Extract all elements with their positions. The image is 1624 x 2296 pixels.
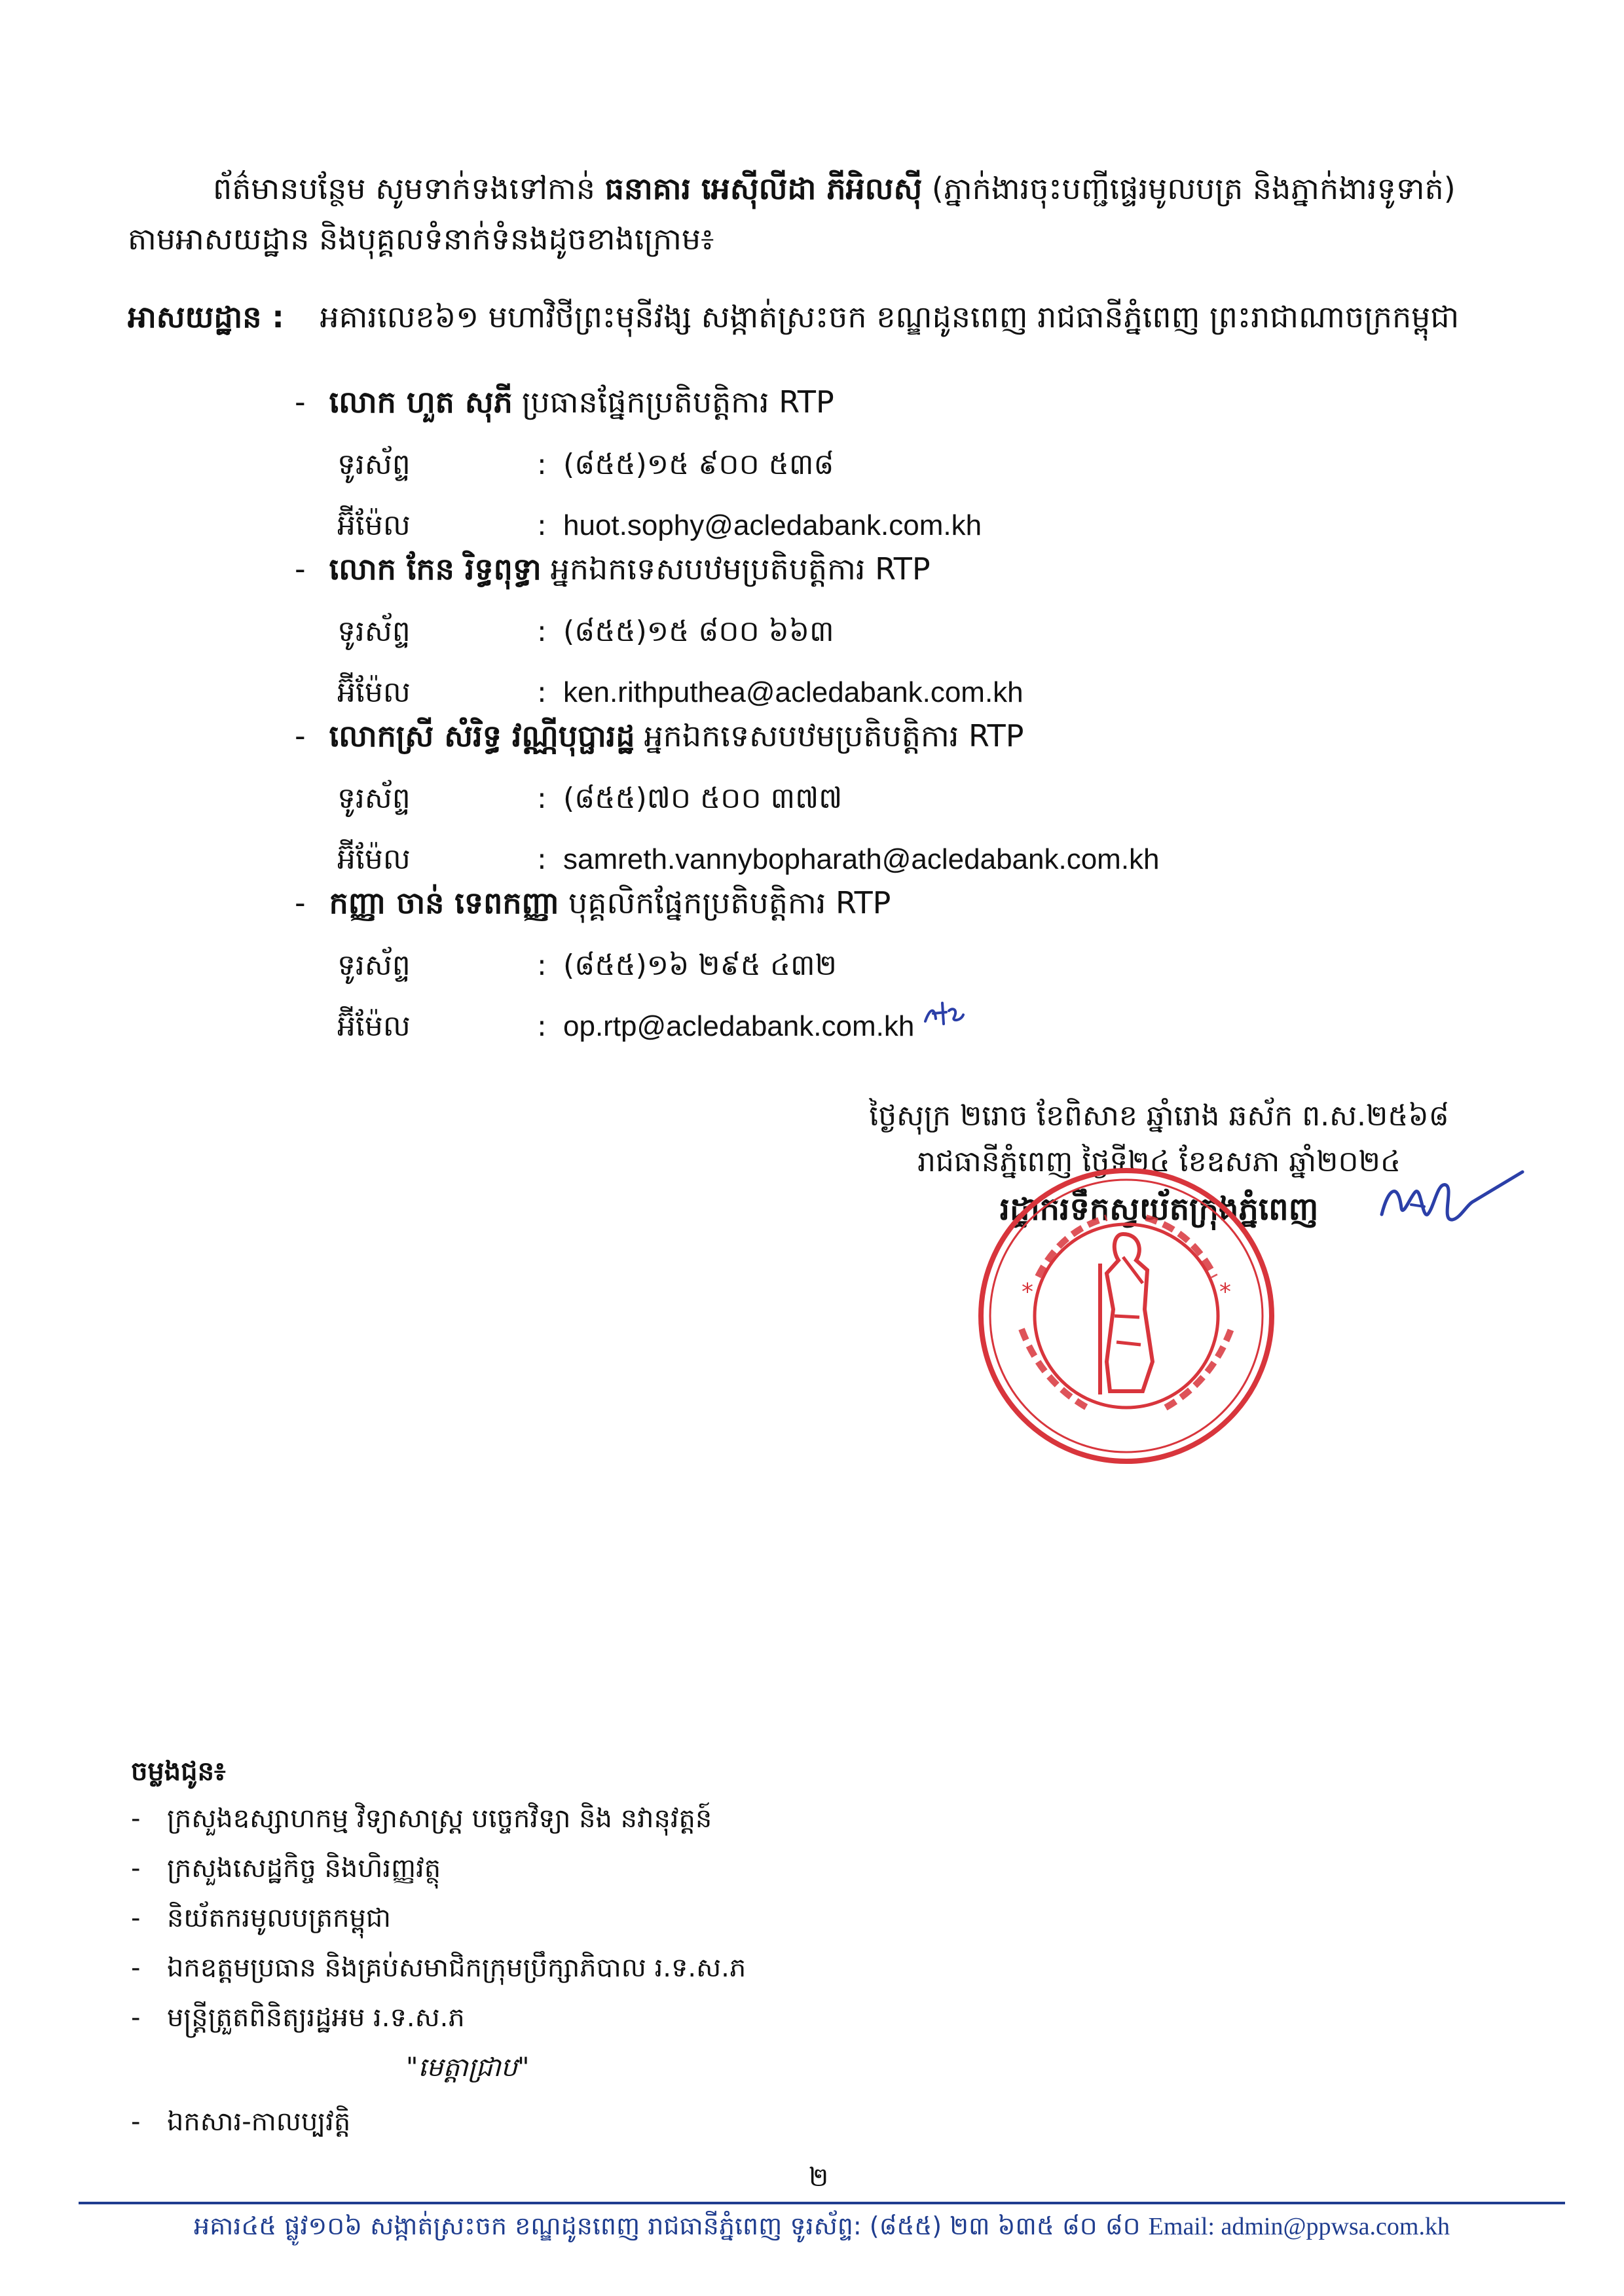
contact-name: លោកស្រី សំរិទ្ធ វណ្ណីបុប្ផារដ្ឋ — [329, 718, 635, 754]
email-label: អ៊ីម៉ែល — [337, 842, 411, 876]
contact-phone-row — [295, 613, 1342, 650]
email-label: អ៊ីម៉ែល — [337, 1009, 411, 1043]
cc-item — [131, 2001, 1113, 2035]
bullet-dash: - — [295, 384, 306, 420]
svg-text:*: * — [1022, 1279, 1033, 1305]
cc-title: ចម្លងជូន៖ — [131, 1757, 226, 1787]
footer-divider — [79, 2202, 1565, 2204]
contact-email[interactable]: op.rtp@acledabank.com.kh — [563, 1010, 915, 1042]
contact-phone: (៨៥៥)១៦ ២៩៥ ៤៣២ — [563, 948, 837, 982]
phone-label: ទូរស័ព្ទ — [337, 614, 411, 648]
contact-header — [295, 550, 1342, 589]
official-seal-icon — [976, 1165, 1277, 1467]
colon: : — [537, 508, 547, 542]
contact-email-row — [295, 1008, 1342, 1045]
contact-role: បុគ្គលិកផ្នែកប្រតិបត្តិការ RTP — [568, 885, 891, 920]
signature-scribble — [1375, 1169, 1526, 1241]
contact-role: អ្នកឯកទេសបឋមប្រតិបត្តិការ RTP — [550, 551, 931, 587]
phone-label: ទូរស័ព្ទ — [337, 447, 411, 481]
colon: : — [537, 842, 547, 876]
cc-item-text: ក្រសួងឧស្សាហកម្ម វិទ្យាសាស្ត្រ បច្ចេកវិទ្យា និង នវានុវត្តន៍ — [167, 1804, 712, 1834]
bullet-dash: - — [295, 885, 306, 920]
phone-label: ទូរស័ព្ទ — [337, 781, 411, 815]
address-row — [128, 298, 1542, 337]
contact-entry — [295, 550, 1342, 711]
bullet-dash: - — [131, 1804, 141, 1834]
intro-text-part2: (ភ្នាក់ងារចុះបញ្ជីផ្ទេរមូលបត្រ និងភ្នាក់ងារទូទាត់) តាមអាសយដ្ឋាន និងបុគ្គលទំនាក់ទំនងដូចខាងក្រោម៖ — [128, 171, 1456, 257]
bank-name: ធនាគារ អេស៊ីលីដា ភីអិលស៊ី — [604, 171, 923, 206]
cc-item-text: ឯកឧត្តមប្រធាន និងគ្រប់សមាជិកក្រុមប្រឹក្សាភិបាល រ.ទ.ស.ភ — [167, 1953, 747, 1983]
colon: : — [537, 675, 547, 709]
contact-email[interactable]: huot.sophy@acledabank.com.kh — [563, 509, 982, 541]
contact-email[interactable]: ken.rithputhea@acledabank.com.kh — [563, 676, 1024, 708]
contact-phone-row — [295, 780, 1342, 817]
svg-text:*: * — [1219, 1279, 1231, 1305]
bullet-dash: - — [131, 1853, 141, 1884]
email-label: អ៊ីម៉ែល — [337, 508, 411, 542]
contact-name: កញ្ញា ចាន់ ទេពកញ្ញា — [329, 885, 560, 920]
cc-item — [131, 1901, 1113, 1935]
bullet-dash: - — [131, 1903, 141, 1933]
contact-email-row — [295, 507, 1342, 544]
email-label: អ៊ីម៉ែល — [337, 675, 411, 709]
cc-item-text: និយ័តករមូលបត្រកម្ពុជា — [167, 1903, 391, 1933]
colon: : — [537, 948, 547, 982]
bullet-dash: - — [131, 1953, 141, 1983]
bullet-dash: - — [295, 551, 306, 587]
cc-archive-text: ឯកសារ-កាលប្បវត្តិ — [167, 2107, 351, 2137]
contact-header — [295, 717, 1342, 756]
colon: : — [537, 447, 547, 481]
contact-phone-row — [295, 446, 1342, 483]
cc-list — [131, 1755, 1113, 2155]
cc-item-text: ក្រសួងសេដ្ឋកិច្ច និងហិរញ្ញវត្ថុ — [167, 1853, 441, 1884]
handwritten-initials — [920, 995, 966, 1028]
contact-entry — [295, 884, 1342, 1045]
contact-email[interactable]: samreth.vannybopharath@acledabank.com.kh — [563, 843, 1160, 875]
lunar-date: ថ្ងៃសុក្រ ២រោច ខែពិសាខ ឆ្នាំរោង ឆស័ក ព.ស.២៥៦៨ — [869, 1099, 1449, 1133]
contact-phone: (៨៥៥)១៥ ៨០០ ៦៦៣ — [563, 614, 834, 648]
footer — [79, 2208, 1565, 2246]
contact-role: អ្នកឯកទេសបឋមប្រតិបត្តិការ RTP — [644, 718, 1024, 754]
contact-entry — [295, 383, 1342, 544]
cc-item — [131, 1851, 1113, 1886]
cc-item-text: មន្ត្រីត្រួតពិនិត្យរដ្ឋអម រ.ទ.ស.ភ — [167, 2003, 465, 2033]
contact-name: លោក ហួត សុភី — [329, 384, 513, 420]
contact-role: ប្រធានផ្នែកប្រតិបត្តិការ RTP — [521, 384, 834, 420]
colon: : — [537, 614, 547, 648]
page-number: ២ — [809, 2162, 829, 2193]
contact-phone-row — [295, 947, 1342, 984]
address-value: អគារលេខ៦១ មហាវិថីព្រះមុនីវង្ស សង្កាត់ស្រះចក ខណ្ឌដូនពេញ រាជធានីភ្នំពេញ ព្រះរាជាណាចក្រកម្ពុជា — [320, 299, 1460, 335]
footer-address: អគារ៤៥ ផ្លូវ១០៦ សង្កាត់ស្រះចក ខណ្ឌដូនពេញ រាជធានីភ្នំពេញ ទូរស័ព្ទ: (៨៥៥) ២៣ ៦៣៥ ៨០ ៨០ — [194, 2212, 1141, 2240]
cc-item — [131, 2105, 1113, 2139]
address-label: អាសយដ្ឋាន : — [128, 299, 284, 335]
contact-phone: (៨៥៥)១៥ ៩០០ ៥៣៨ — [563, 447, 834, 481]
contact-header — [295, 884, 1342, 923]
cc-note: "មេត្តាជ្រាប" — [406, 2052, 530, 2083]
cc-item — [131, 1951, 1113, 1985]
contact-phone: (៨៥៥)៧០ ៥០០ ៣៧៧ — [563, 781, 843, 815]
cc-item — [131, 1802, 1113, 1836]
colon: : — [537, 781, 547, 815]
intro-paragraph — [128, 164, 1509, 265]
intro-text-part1: ព័ត៌មានបន្ថែម សូមទាក់ទងទៅកាន់ — [213, 171, 605, 206]
phone-label: ទូរស័ព្ទ — [337, 948, 411, 982]
contact-name: លោក កែន រិទ្ធពុទ្ធា — [329, 551, 542, 587]
contact-entry — [295, 717, 1342, 878]
bullet-dash: - — [295, 718, 306, 754]
contact-email-row — [295, 841, 1342, 878]
bullet-dash: - — [131, 2107, 141, 2137]
colon: : — [537, 1009, 547, 1043]
issue-date: រាជធានីភ្នំពេញ ថ្ងៃទី២៤ ខែឧសភា ឆ្នាំ២០២៤ — [917, 1145, 1401, 1179]
bullet-dash: - — [131, 2003, 141, 2033]
contact-email-row — [295, 674, 1342, 711]
footer-email[interactable]: Email: admin@ppwsa.com.kh — [1148, 2213, 1450, 2240]
issuing-organization: រដ្ឋាករទឹកស្វយ័តក្រុងភ្នំពេញ — [999, 1190, 1319, 1228]
contact-header — [295, 383, 1342, 422]
